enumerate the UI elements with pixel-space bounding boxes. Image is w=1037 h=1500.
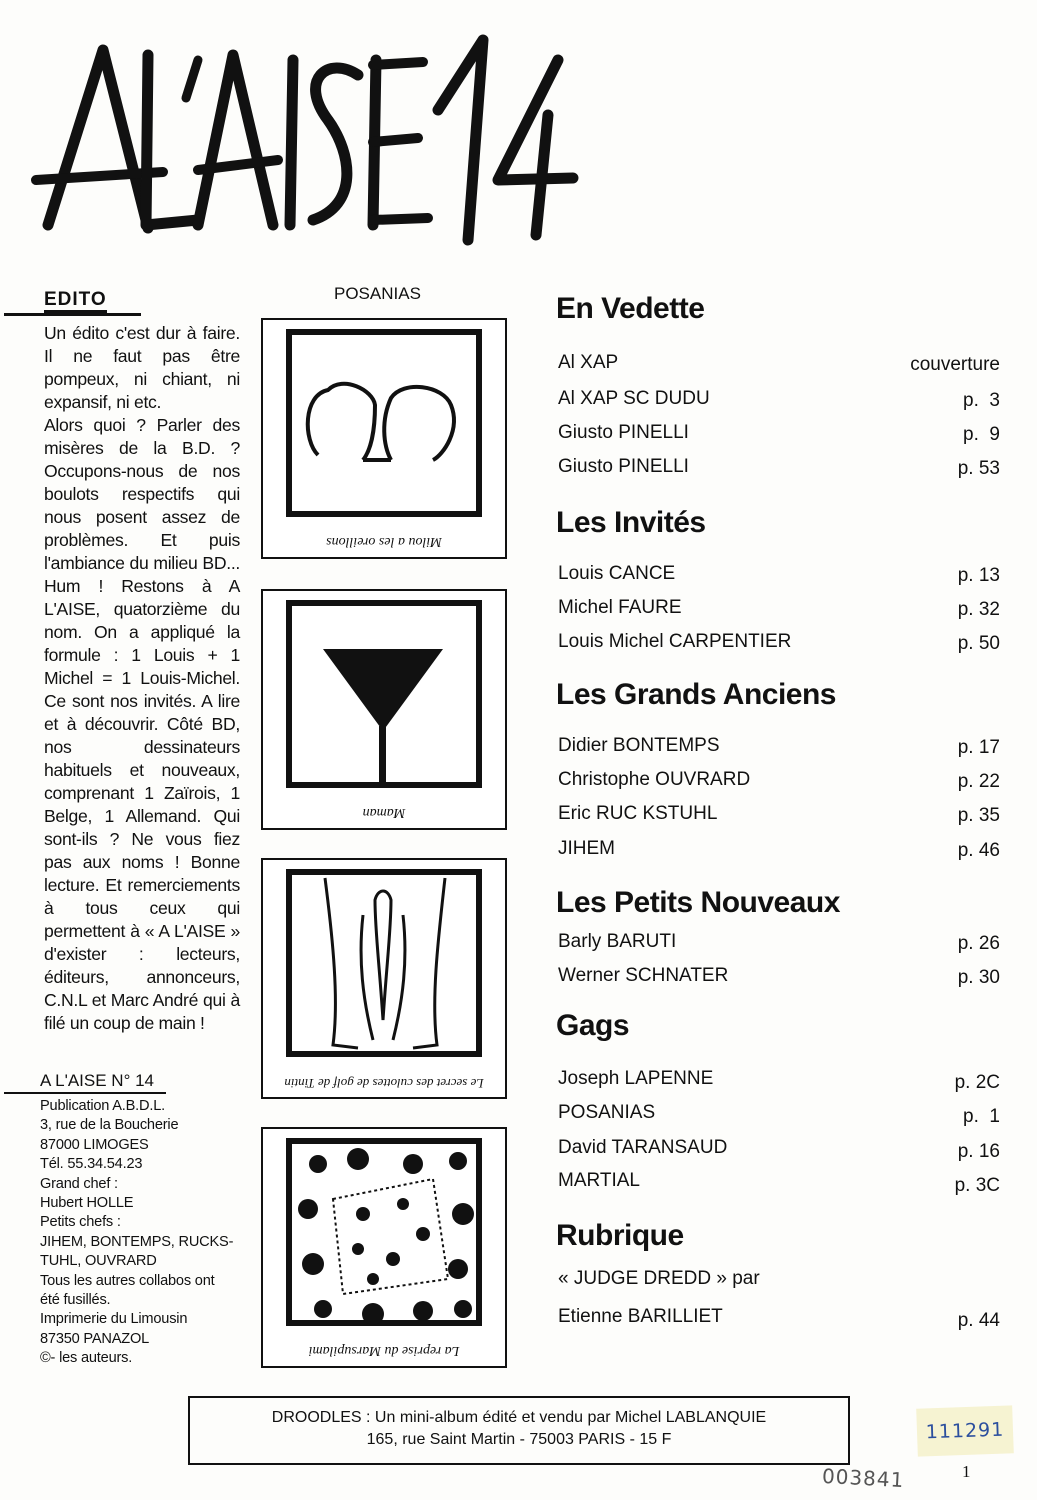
colophon-line: Tous les autres collabos ont bbox=[40, 1272, 215, 1289]
footer-line: 165, rue Saint Martin - 75003 PARIS - 15 F bbox=[366, 1431, 672, 1448]
toc-name: JIHEM bbox=[558, 838, 615, 859]
toc-name: Al XAP bbox=[558, 352, 619, 373]
edito-text bbox=[44, 322, 240, 1035]
edito-paragraph: Alors quoi ? Parler des misères de la B.D. ? Occupons-nous de nos boulots respectifs qui nous posent assez de problèmes. Et puis l'ambiance du milieu BD... Hum ! Restons à A L'AISE, quatorzième du nom. On a appliqué la formule : 1 Louis + 1 Michel = 1 Louis-Michel. Ce sont nos invités. A lire et à découvrir. Côté BD, nos dessinateurs habituels et nouveaux, comprenant 1 Zaïrois, 1 Belge, 1 Allemand. Qui sont-ils ? Ne vous fiez pas aux noms ! Bonne lecture. Et remerciements à tous ceux qui permettent à « A L'AISE » d'exister : lecteurs, éditeurs, annonceurs, C.N.L et Marc André qui à filé un coup de main ! bbox=[44, 415, 240, 1033]
section-title: Rubrique bbox=[556, 1219, 684, 1252]
toc-name: Louis Michel CARPENTIER bbox=[558, 631, 792, 652]
toc-page: p. 1 bbox=[963, 1106, 1000, 1127]
toc-name: Al XAP SC DUDU bbox=[558, 388, 710, 409]
masthead-logo bbox=[28, 20, 588, 250]
toc-name: Michel FAURE bbox=[558, 597, 682, 618]
colophon-line: JIHEM, BONTEMPS, RUCKS- bbox=[40, 1233, 234, 1250]
toc-page: p. 32 bbox=[957, 599, 1000, 620]
drawing-milou bbox=[261, 318, 507, 559]
toc-name: Eric RUC KSTUHL bbox=[558, 803, 718, 824]
drawing-caption: Maman bbox=[362, 805, 406, 820]
toc-name: POSANIAS bbox=[558, 1102, 656, 1123]
toc-name: Christophe OUVRARD bbox=[558, 769, 751, 790]
toc-name: Didier BONTEMPS bbox=[558, 735, 720, 756]
toc-name: David TARANSAUD bbox=[558, 1137, 728, 1158]
colophon-line: Grand chef : bbox=[40, 1175, 118, 1192]
spots-illustration bbox=[263, 1129, 509, 1370]
colophon-line: Tél. 55.34.54.23 bbox=[40, 1156, 143, 1173]
toc-page: p. 35 bbox=[957, 805, 1000, 826]
toc-page: couverture bbox=[910, 354, 1000, 375]
section-title: Les Grands Anciens bbox=[556, 678, 836, 711]
toc-name: « JUDGE DREDD » par bbox=[558, 1268, 760, 1289]
section-title: Gags bbox=[556, 1009, 630, 1042]
toc-name: Werner SCHNATER bbox=[558, 965, 729, 986]
toc-page: p. 44 bbox=[957, 1310, 1000, 1331]
legs-illustration bbox=[263, 860, 509, 1101]
toc-name: Giusto PINELLI bbox=[558, 456, 689, 477]
artist-label: POSANIAS bbox=[334, 284, 421, 303]
colophon-line: 3, rue de la Boucherie bbox=[40, 1117, 179, 1134]
edito-rule bbox=[4, 313, 141, 316]
colophon-line: Hubert HOLLE bbox=[40, 1195, 134, 1212]
colophon-rule bbox=[4, 1092, 166, 1094]
drawing-tintin bbox=[261, 858, 507, 1099]
edito-heading: EDITO bbox=[44, 290, 107, 313]
page-number: 1 bbox=[962, 1462, 971, 1481]
colophon-line: Petits chefs : bbox=[40, 1214, 121, 1231]
toc-name: MARTIAL bbox=[558, 1170, 641, 1191]
toc-page: p. 16 bbox=[957, 1141, 1000, 1162]
toc-name: Barly BARUTI bbox=[558, 931, 677, 952]
toc-name: Etienne BARILLIET bbox=[558, 1306, 723, 1327]
drawing-caption: Milou a les oreillons bbox=[326, 534, 442, 549]
toc-page: p. 17 bbox=[957, 737, 1000, 758]
section-title: En Vedette bbox=[556, 292, 705, 325]
toc-page: p. 22 bbox=[957, 771, 1000, 792]
toc-page: p. 9 bbox=[963, 424, 1000, 445]
colophon-line: TUHL, OUVRARD bbox=[40, 1253, 157, 1270]
colophon-line: ©- les auteurs. bbox=[40, 1350, 133, 1367]
colophon-heading: A L'AISE N° 14 bbox=[40, 1071, 154, 1090]
drawing-caption: La reprise du Marsupilami bbox=[308, 1343, 460, 1358]
colophon-line: Imprimerie du Limousin bbox=[40, 1311, 188, 1328]
toc-name: Giusto PINELLI bbox=[558, 422, 689, 443]
edito-paragraph: Un édito c'est dur à faire. Il ne faut pas être pompeux, ni chiant, ni expansif, ni etc. bbox=[44, 323, 240, 412]
section-title: Les Invités bbox=[556, 506, 706, 539]
colophon-line: Publication A.B.D.L. bbox=[40, 1098, 165, 1114]
drawing-caption: Le secret des culottes de golf de Tintin bbox=[284, 1076, 484, 1091]
toc-page: p. 13 bbox=[957, 565, 1000, 586]
toc-page: p. 3C bbox=[954, 1175, 1000, 1196]
library-stamp: 111291 bbox=[916, 1405, 1014, 1456]
archive-number: 003841 bbox=[821, 1463, 905, 1493]
colophon-line: 87350 PANAZOL bbox=[40, 1330, 150, 1347]
toc-name: Louis CANCE bbox=[558, 563, 676, 584]
drawing-marsupilami bbox=[261, 1127, 507, 1368]
toc-page: p. 46 bbox=[957, 840, 1000, 861]
footer-line: DROODLES : Un mini-album édité et vendu par Michel LABLANQUIE bbox=[271, 1409, 767, 1426]
glass-illustration bbox=[263, 591, 509, 832]
toc-page: p. 30 bbox=[957, 967, 1000, 988]
toc-page: p. 53 bbox=[957, 458, 1000, 479]
colophon-line: 87000 LIMOGES bbox=[40, 1136, 149, 1153]
toc-page: p. 26 bbox=[957, 933, 1000, 954]
toc-page: p. 50 bbox=[957, 633, 1000, 654]
toc-name: Joseph LAPENNE bbox=[558, 1068, 714, 1089]
section-title: Les Petits Nouveaux bbox=[556, 886, 840, 919]
toc-page: p. 2C bbox=[954, 1072, 1000, 1093]
ears-illustration bbox=[263, 320, 509, 561]
drawing-maman bbox=[261, 589, 507, 830]
colophon bbox=[40, 1097, 245, 1369]
toc-page: p. 3 bbox=[963, 390, 1000, 411]
colophon-line: été fusillés. bbox=[40, 1292, 111, 1309]
